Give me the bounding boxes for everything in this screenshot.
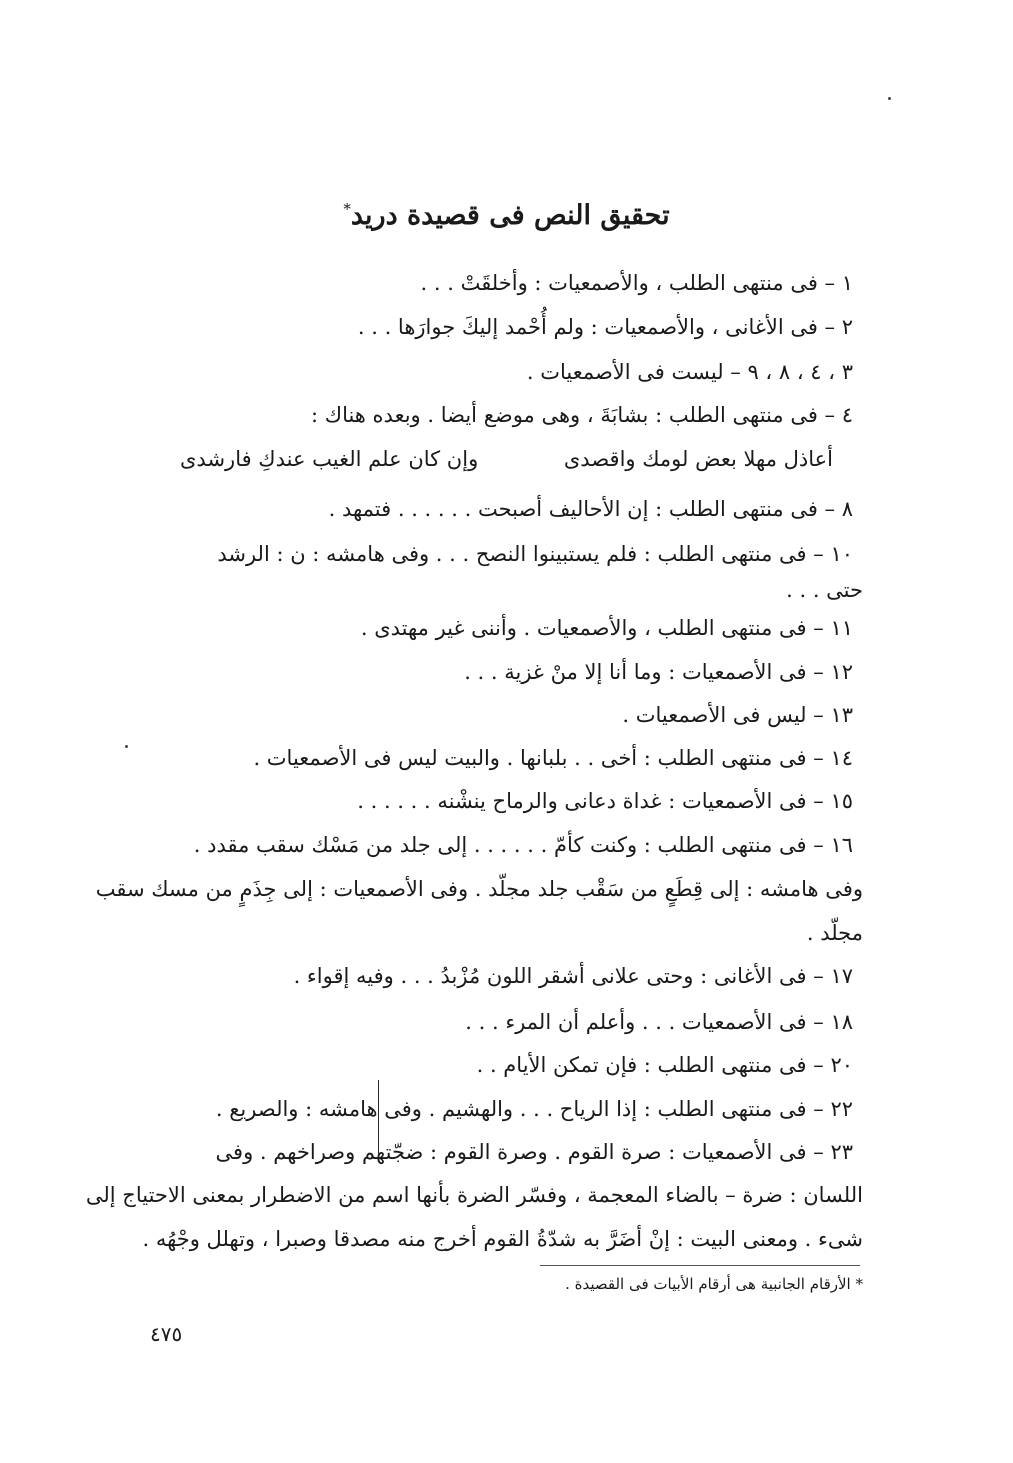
poem-hemistich-left: وإن كان علم الغيب عندكِ فارشدى (180, 447, 479, 471)
note-line-16-cont: وفى هامشه : إلى قِطَعٍ من سَقْب جلد مجلّد . وفى الأصمعيات : إلى جِذَمٍ من مسك سقب (95, 877, 863, 901)
note-line-4: ٤ – فى منتهى الطلب : بشابَةَ ، وهى موضع أيضا . وبعده هناك : (311, 403, 853, 427)
note-line-23: ٢٣ – فى الأصمعيات : صرة القوم . وصرة القوم : ضجّتهم وصراخهم . وفى (215, 1140, 853, 1164)
note-line-1: ١ – فى منتهى الطلب ، والأصمعيات : وأخلقَتْ . . . (420, 271, 853, 295)
note-line-3: ٣ ، ٤ ، ٨ ، ٩ – ليست فى الأصمعيات . (526, 360, 853, 384)
page-title (0, 200, 1013, 231)
note-line-18: ١٨ – فى الأصمعيات . . . وأعلم أن المرء . . . (465, 1010, 853, 1034)
speck-mark (125, 745, 128, 748)
note-line-11: ١١ – فى منتهى الطلب ، والأصمعيات . وأننى غير مهتدى . (360, 616, 853, 640)
note-line-10-cont: حتى . . . (786, 578, 863, 602)
note-line-20: ٢٠ – فى منتهى الطلب : فإن تمكن الأيام . . (476, 1053, 853, 1077)
note-line-17: ١٧ – فى الأغانى : وحتى علانى أشقر اللون مُزْبدُ . . . وفيه إقواء . (293, 964, 853, 988)
footnote-rule (540, 1265, 860, 1266)
note-line-22: ٢٢ – فى منتهى الطلب : إذا الرياح . . . والهشيم . وفى هامشه : والصريع . (215, 1097, 853, 1121)
note-line-10: ١٠ – فى منتهى الطلب : فلم يستبينوا النصح . . . وفى هامشه : ن : الرشد (217, 542, 853, 566)
note-line-15: ١٥ – فى الأصمعيات : غداة دعانى والرماح ينشْنه . . . . . . (357, 789, 853, 813)
note-line-16: ١٦ – فى منتهى الطلب : وكنت كأمّ . . . . . . إلى جلد من مَسْك سقب مقدد . (193, 833, 853, 857)
note-line-8: ٨ – فى منتهى الطلب : إن الأحاليف أصبحت . . . . . . فتمهد . (328, 497, 853, 521)
speck-mark (888, 97, 891, 100)
note-line-13: ١٣ – ليس فى الأصمعيات . (622, 703, 853, 727)
note-line-2: ٢ – فى الأغانى ، والأصمعيات : ولم أُحْمد إليكَ جوارَها . . . (357, 315, 853, 339)
note-line-12: ١٢ – فى الأصمعيات : وما أنا إلا منْ غزية . . . (464, 660, 853, 684)
note-line-23-cont: اللسان : ضرة – بالضاء المعجمة ، وفسّر الضرة بأنها اسم من الاضطرار بمعنى الاحتياج إلى (85, 1183, 863, 1207)
page-number: ٤٧٥ (150, 1322, 183, 1346)
column-divider (378, 1080, 379, 1158)
title-text: تحقيق النص فى قصيدة دريد (350, 200, 670, 231)
poem-hemistich-right: أعاذل مهلا بعض لومك واقصدى (563, 447, 833, 471)
note-line-16-cont2: مجلّد . (806, 921, 863, 945)
footnote-marker: * (343, 200, 351, 218)
note-line-14: ١٤ – فى منتهى الطلب : أخى . . بلبانها . والبيت ليس فى الأصمعيات . (253, 746, 853, 770)
note-line-23-cont2: شىء . ومعنى البيت : إنْ أضَرَّ به شدّةُ القوم أخرج منه مصدقا وصبرا ، وتهلل وجْهُه . (142, 1227, 863, 1251)
footnote: * الأرقام الجانبية هى أرقام الأبيات فى القصيدة . (565, 1275, 863, 1293)
poem-verse (180, 444, 833, 474)
